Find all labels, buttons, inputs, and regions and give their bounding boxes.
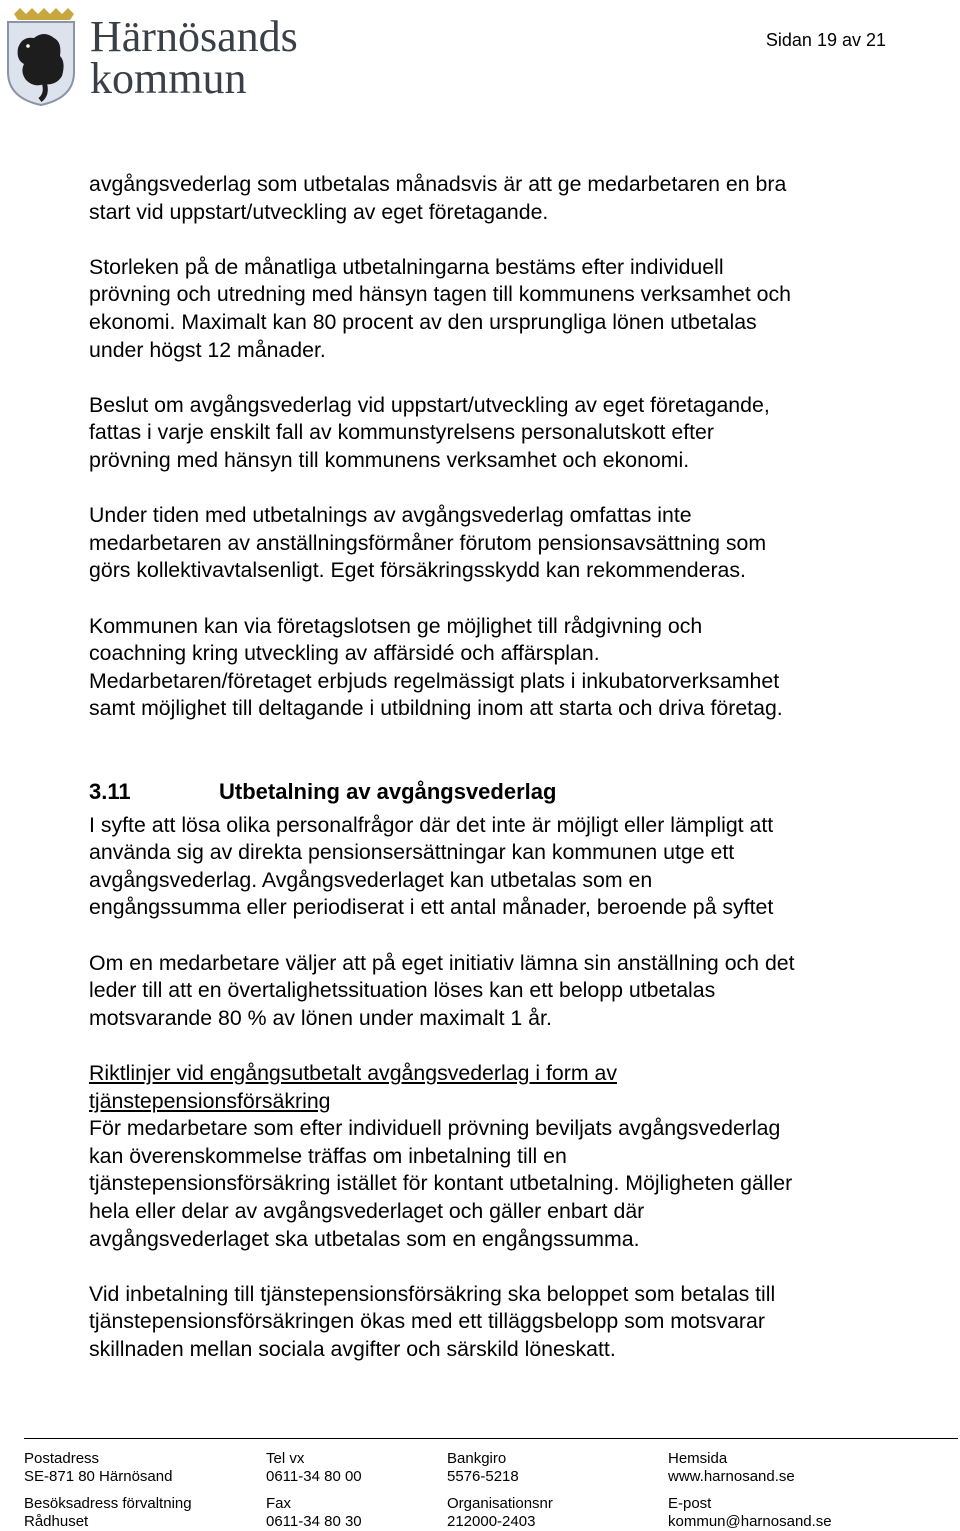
paragraph-line: görs kollektivavtalsenligt. Eget försäkringsskydd kan rekommenderas. (89, 558, 746, 583)
paragraph-line: samt möjlighet till deltagande i utbildning inom att starta och driva företag. (89, 696, 783, 721)
paragraph-line: tjänstepensionsförsäkringen ökas med ett tilläggsbelopp som motsvarar (89, 1309, 765, 1334)
paragraph-line: ekonomi. Maximalt kan 80 procent av den ursprungliga lönen utbetalas (89, 309, 757, 334)
paragraph-line: Vid inbetalning till tjänstepensionsförsäkring ska beloppet som betalas till (89, 1281, 776, 1306)
paragraph-line: engångssumma eller periodiserat i ett antal månader, beroende på syftet (89, 895, 774, 920)
besok-label: Besöksadress förvaltning (24, 1495, 192, 1512)
paragraph-line: coachning kring utveckling av affärsidé och affärsplan. (89, 641, 600, 666)
subheading-line: tjänstepensionsförsäkring (89, 1088, 331, 1113)
bankgiro-label: Bankgiro (447, 1450, 507, 1467)
subheading-line: Riktlinjer vid engångsutbetalt avgångsvederlag i form av (89, 1061, 617, 1085)
epost-label: E-post (668, 1495, 712, 1512)
paragraph-line: avgångsvederlag. Avgångsvederlaget kan utbetalas som en (89, 867, 653, 892)
bankgiro-value: 5576-5218 (447, 1468, 519, 1485)
paragraph-line: använda sig av direkta pensionsersättningar kan kommunen utge ett (89, 840, 735, 865)
paragraph-line: tjänstepensionsförsäkring istället för kontant utbetalning. Möjligheten gäller (89, 1171, 793, 1196)
municipality-logo (4, 2, 314, 110)
paragraph-line: För medarbetare som efter individuell prövning beviljats avgångsvederlag (89, 1116, 781, 1141)
section-title: Utbetalning av avgångsvederlag (219, 779, 557, 805)
paragraph-line: under högst 12 månader. (89, 337, 326, 362)
paragraph-line: Beslut om avgångsvederlag vid uppstart/utveckling av eget företagande, (89, 392, 770, 417)
tel-label: Tel vx (266, 1450, 305, 1467)
paragraph-line: avgångsvederlag som utbetalas månadsvis är att ge medarbetaren en bra (89, 172, 787, 196)
brand-line-1: Härnösands (90, 12, 298, 61)
tel-value: 0611-34 80 00 (266, 1468, 362, 1485)
page-header (0, 0, 960, 110)
fax-value: 0611-34 80 30 (266, 1513, 362, 1530)
paragraph-line: motsvarande 80 % av lönen under maximalt 1 år. (89, 1005, 552, 1030)
paragraph-line: Storleken på de månatliga utbetalningarna bestäms efter individuell (89, 254, 724, 279)
besok-value: Rådhuset (24, 1513, 89, 1530)
section-number: 3.11 (89, 779, 131, 805)
fax-label: Fax (266, 1495, 292, 1512)
paragraph-line: hela eller delar av avgångsvederlaget och gäller enbart där (89, 1198, 645, 1223)
website-link[interactable]: www.harnosand.se (668, 1468, 795, 1485)
paragraph-line: prövning med hänsyn till kommunens verksamhet och ekonomi. (89, 447, 690, 472)
email-link[interactable]: kommun@harnosand.se (668, 1513, 832, 1530)
paragraph-line: medarbetaren av anställningsförmåner förutom pensionsavsättning som (89, 530, 767, 555)
hemsida-label: Hemsida (668, 1450, 728, 1467)
paragraph-line: fattas i varje enskilt fall av kommunstyrelsens personalutskott efter (89, 420, 714, 445)
paragraph-line: leder till att en övertalighetssituation löses kan ett belopp utbetalas (89, 978, 716, 1003)
orgnr-label: Organisationsnr (447, 1495, 553, 1512)
footer-divider (24, 1438, 958, 1439)
orgnr-value: 212000-2403 (447, 1513, 536, 1530)
paragraph-line: avgångsvederlaget ska utbetalas som en engångssumma. (89, 1226, 640, 1251)
page-indicator: Sidan 19 av 21 (765, 30, 886, 50)
paragraph-line: skillnaden mellan sociala avgifter och särskild löneskatt. (89, 1336, 616, 1361)
paragraph-line: I syfte att lösa olika personalfrågor där det inte är möjligt eller lämpligt att (89, 812, 774, 837)
harnosand-coat-of-arms-icon (4, 2, 78, 106)
paragraph-line: Under tiden med utbetalnings av avgångsvederlag omfattas inte (89, 503, 692, 528)
section-heading (89, 778, 889, 806)
paragraph-line: Om en medarbetare väljer att på eget initiativ lämna sin anställning och det (89, 950, 795, 975)
page-footer (0, 1438, 960, 1531)
paragraph-line: kan överenskommelse träffas om inbetalning till en (89, 1143, 567, 1168)
paragraph-line: Kommunen kan via företagslotsen ge möjlighet till rådgivning och (89, 613, 703, 638)
paragraph-line: start vid uppstart/utveckling av eget företagande. (89, 199, 549, 224)
brand-line-2: kommun (90, 54, 247, 103)
postadress-value: SE-871 80 Härnösand (24, 1468, 173, 1485)
document-body (89, 171, 889, 1364)
postadress-label: Postadress (24, 1450, 100, 1467)
paragraph-line: prövning och utredning med hänsyn tagen till kommunens verksamhet och (89, 282, 792, 307)
paragraph-line: Medarbetaren/företaget erbjuds regelmässigt plats i inkubatorverksamhet (89, 668, 780, 693)
